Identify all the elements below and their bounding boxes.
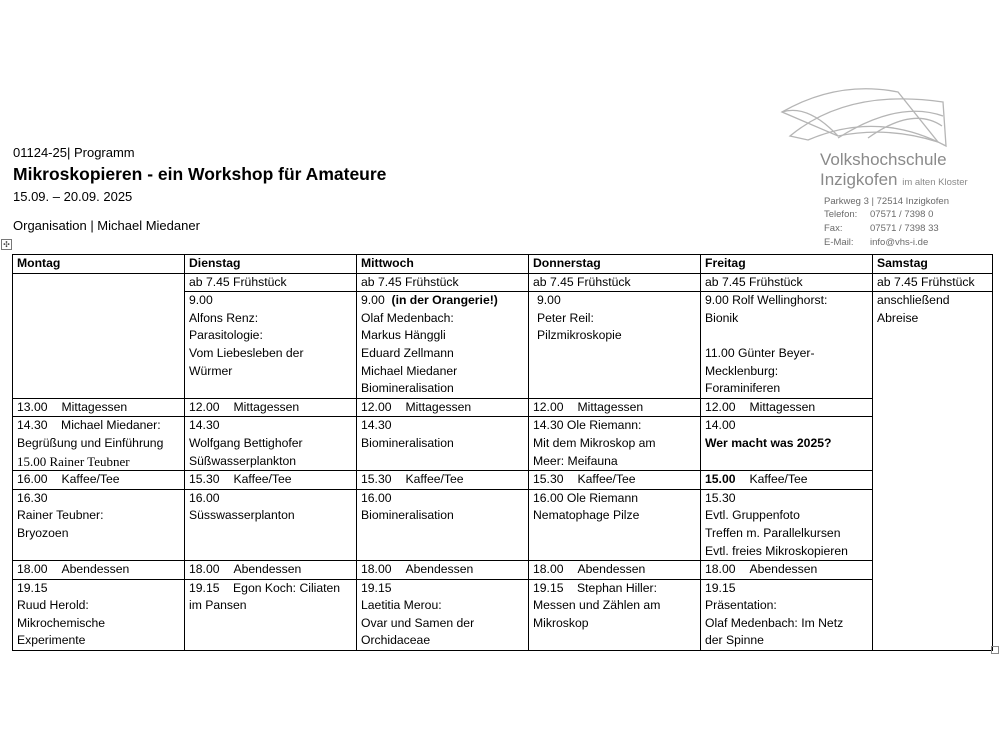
session-line: 9.00 <box>189 293 213 308</box>
session-line: Süsswasserplanton <box>189 508 295 523</box>
session-line <box>361 292 524 310</box>
session-line: 19.15 Egon Koch: Ciliaten <box>189 580 341 595</box>
session-line: Orchidaceae <box>361 633 431 648</box>
cell-dienstag-afternoon2 <box>185 489 357 560</box>
session-line: Evtl. freies Mikroskopieren <box>705 543 848 558</box>
session-line: Mecklenburg: <box>705 363 779 378</box>
session-line: 14.30 <box>189 418 220 433</box>
cell-dienstag-evening <box>185 579 357 650</box>
session-line: Präsentation: <box>705 598 777 613</box>
meal-time: 16.00 <box>17 472 48 487</box>
logo-name-suffix: im alten Kloster <box>902 177 968 188</box>
dinner-montag <box>13 561 185 580</box>
session-line: 14.30 Michael Miedaner: <box>17 418 161 433</box>
meal-time: 15.30 <box>361 472 392 487</box>
lunch-mittwoch <box>357 398 529 417</box>
cell-donnerstag-afternoon1 <box>529 417 701 471</box>
schedule-table <box>12 254 993 651</box>
session-line: der Spinne <box>705 633 764 648</box>
session-line: 16.00 <box>361 490 392 505</box>
dinner-donnerstag <box>529 561 701 580</box>
cell-freitag-afternoon2 <box>701 489 873 560</box>
lunch-row <box>13 398 993 417</box>
cell-montag-afternoon1 <box>13 417 185 471</box>
meal-time: 12.00 <box>189 399 220 414</box>
session-line: Parasitologie: <box>189 328 263 343</box>
vhs-logo <box>778 86 990 254</box>
session-line: Biomineralisation <box>361 508 454 523</box>
afternoon1-row <box>13 417 993 471</box>
coffee-dienstag <box>185 471 357 490</box>
dinner-mittwoch <box>357 561 529 580</box>
meal-time: 13.00 <box>17 399 48 414</box>
cell-freitag-evening <box>701 579 873 650</box>
session-line: 19.15 <box>17 580 48 595</box>
session-line: anschließend <box>877 293 950 308</box>
cell-freitag-morning <box>701 292 873 399</box>
session-line: Süßwasserplankton <box>189 453 297 468</box>
meal-label: Kaffee/Tee <box>61 472 120 487</box>
session-line: Biomineralisation <box>361 381 454 396</box>
day-header-freitag: Freitag <box>701 255 873 274</box>
session-line: 19.15 <box>361 580 392 595</box>
meal-label: Abendessen <box>233 562 302 577</box>
email-value: info@vhs-i.de <box>870 237 929 248</box>
meal-time: 12.00 <box>705 399 736 414</box>
session-line: Wolfgang Bettighofer <box>189 435 303 450</box>
session-line: Messen und Zählen am <box>533 598 661 613</box>
day-header-samstag: Samstag <box>873 255 993 274</box>
breakfast-row <box>13 273 993 292</box>
session-line: Bryozoen <box>17 525 69 540</box>
session-line: Alfons Renz: <box>189 310 259 325</box>
coffee-donnerstag <box>529 471 701 490</box>
session-line: Würmer <box>189 363 233 378</box>
logo-name-line2 <box>820 170 968 190</box>
meal-label: Abendessen <box>749 562 818 577</box>
meal-time: 18.00 <box>533 562 564 577</box>
session-line: Eduard Zellmann <box>361 345 454 360</box>
session-line: 9.00 Rolf Wellinghorst: <box>705 293 828 308</box>
cell-montag-evening <box>13 579 185 650</box>
session-line: 19.15 Stephan Hiller: <box>533 580 657 595</box>
meal-time: 18.00 <box>705 562 736 577</box>
session-line: 11.00 Günter Beyer- <box>705 345 815 360</box>
dinner-freitag <box>701 561 873 580</box>
fax-line <box>824 223 939 234</box>
cell-mittwoch-afternoon1 <box>357 417 529 471</box>
breakfast-samstag: ab 7.45 Frühstück <box>873 273 993 292</box>
session-line: Evtl. Gruppenfoto <box>705 508 800 523</box>
session-line: Foraminiferen <box>705 381 781 396</box>
session-line: Pilzmikroskopie <box>537 328 622 343</box>
session-line: 16.30 <box>17 490 48 505</box>
session-line: Bionik <box>705 310 739 325</box>
breakfast-donnerstag: ab 7.45 Frühstück <box>529 273 701 292</box>
cell-mittwoch-evening <box>357 579 529 650</box>
lunch-montag <box>13 398 185 417</box>
session-line: Markus Hänggli <box>361 328 446 343</box>
session-line: Olaf Medenbach: <box>361 310 454 325</box>
day-header-row <box>13 255 993 274</box>
session-line: 14.30 Ole Riemann: <box>533 418 642 433</box>
session-line: 16.00 Ole Riemann <box>533 490 639 505</box>
day-header-montag: Montag <box>13 255 185 274</box>
meal-time: 18.00 <box>361 562 392 577</box>
session-line: Mit dem Mikroskop am <box>533 435 656 450</box>
meal-label: Abendessen <box>61 562 130 577</box>
lunch-dienstag <box>185 398 357 417</box>
table-move-handle-icon[interactable]: ✣ <box>1 239 12 250</box>
cell-mittwoch-afternoon2 <box>357 489 529 560</box>
session-line: Experimente <box>17 633 86 648</box>
cell-freitag-afternoon1 <box>701 417 873 471</box>
session-time: 9.00 <box>361 293 385 308</box>
session-line: Meer: Meifauna <box>533 453 618 468</box>
meal-time: 15.30 <box>533 472 564 487</box>
afternoon2-row <box>13 489 993 560</box>
session-line: Treffen m. Parallelkursen <box>705 525 841 540</box>
logo-name-town: Inzigkofen <box>820 170 898 189</box>
session-line: 16.00 <box>189 490 220 505</box>
meal-time: 15.30 <box>189 472 220 487</box>
session-line: Wer macht was 2025? <box>705 435 832 450</box>
lunch-donnerstag <box>529 398 701 417</box>
fax-value: 07571 / 7398 33 <box>870 223 939 234</box>
email-label: E-Mail: <box>824 237 854 248</box>
cell-donnerstag-evening <box>529 579 701 650</box>
session-line: im Pansen <box>189 598 247 613</box>
meal-label: Mittagessen <box>61 399 128 414</box>
dinner-dienstag <box>185 561 357 580</box>
course-dates: 15.09. – 20.09. 2025 <box>13 189 133 204</box>
meal-label: Kaffee/Tee <box>749 472 808 487</box>
coffee-row <box>13 471 993 490</box>
cell-montag-morning <box>13 273 185 398</box>
cell-donnerstag-morning <box>529 292 701 399</box>
session-line: Mikrochemische <box>17 615 106 630</box>
session-line: 14.00 <box>705 418 736 433</box>
meal-label: Kaffee/Tee <box>577 472 636 487</box>
session-line: Begrüßung und Einführung <box>17 435 164 450</box>
cell-montag-afternoon2 <box>13 489 185 560</box>
lunch-freitag <box>701 398 873 417</box>
session-line: Ruud Herold: <box>17 598 89 613</box>
session-line: Vom Liebesleben der <box>189 345 304 360</box>
session-line: Mikroskop <box>533 615 589 630</box>
organisation-line: Organisation | Michael Miedaner <box>13 218 200 233</box>
coffee-montag <box>13 471 185 490</box>
session-line: Olaf Medenbach: Im Netz <box>705 615 844 630</box>
meal-label: Kaffee/Tee <box>233 472 292 487</box>
coffee-freitag <box>701 471 873 490</box>
session-line: 19.15 <box>705 580 736 595</box>
session-line: 9.00 <box>537 293 561 308</box>
meal-time: 18.00 <box>17 562 48 577</box>
meal-time: 12.00 <box>361 399 392 414</box>
session-line: Ovar und Samen der <box>361 615 475 630</box>
meal-time: 15.00 <box>705 472 736 487</box>
phone-line <box>824 209 933 220</box>
session-line: Rainer Teubner: <box>17 508 104 523</box>
meal-label: Mittagessen <box>577 399 644 414</box>
session-line: Michael Miedaner <box>361 363 458 378</box>
page-title: Mikroskopieren - ein Workshop für Amateure <box>13 164 387 184</box>
logo-name-line1: Volkshochschule <box>820 150 947 169</box>
session-note: (in der Orangerie!) <box>391 293 498 308</box>
day-header-mittwoch: Mittwoch <box>357 255 529 274</box>
logo-arcs-icon <box>778 86 990 156</box>
meal-label: Kaffee/Tee <box>405 472 464 487</box>
phone-label: Telefon: <box>824 209 858 220</box>
session-line: Laetitia Merou: <box>361 598 442 613</box>
cell-mittwoch-morning <box>357 292 529 399</box>
day-header-dienstag: Dienstag <box>185 255 357 274</box>
breakfast-dienstag: ab 7.45 Frühstück <box>185 273 357 292</box>
session-line: Abreise <box>877 310 919 325</box>
fax-label: Fax: <box>824 223 843 234</box>
coffee-mittwoch <box>357 471 529 490</box>
session-line: Biomineralisation <box>361 435 454 450</box>
day-header-donnerstag: Donnerstag <box>529 255 701 274</box>
cell-donnerstag-afternoon2 <box>529 489 701 560</box>
cell-dienstag-afternoon1 <box>185 417 357 471</box>
session-line: Peter Reil: <box>537 310 594 325</box>
meal-label: Mittagessen <box>405 399 472 414</box>
table-resize-handle[interactable] <box>991 646 999 654</box>
cell-samstag-rest <box>873 292 993 651</box>
session-line: 15.30 <box>705 490 736 505</box>
breakfast-freitag: ab 7.45 Frühstück <box>701 273 873 292</box>
address-line: Parkweg 3 | 72514 Inzigkofen <box>824 196 949 207</box>
meal-label: Abendessen <box>577 562 646 577</box>
cell-dienstag-morning <box>185 292 357 399</box>
session-line: 15.00 Rainer Teubner <box>17 453 130 469</box>
program-code: 01124-25| Programm <box>13 145 135 160</box>
dinner-row <box>13 561 993 580</box>
phone-value: 07571 / 7398 0 <box>870 209 934 220</box>
meal-label: Abendessen <box>405 562 474 577</box>
evening-row <box>13 579 993 650</box>
meal-label: Mittagessen <box>749 399 816 414</box>
email-line <box>824 237 928 248</box>
breakfast-mittwoch: ab 7.45 Frühstück <box>357 273 529 292</box>
meal-time: 18.00 <box>189 562 220 577</box>
meal-time: 12.00 <box>533 399 564 414</box>
meal-label: Mittagessen <box>233 399 300 414</box>
session-line: Nematophage Pilze <box>533 508 640 523</box>
session-line: 14.30 <box>361 418 392 433</box>
session-line <box>705 327 868 345</box>
